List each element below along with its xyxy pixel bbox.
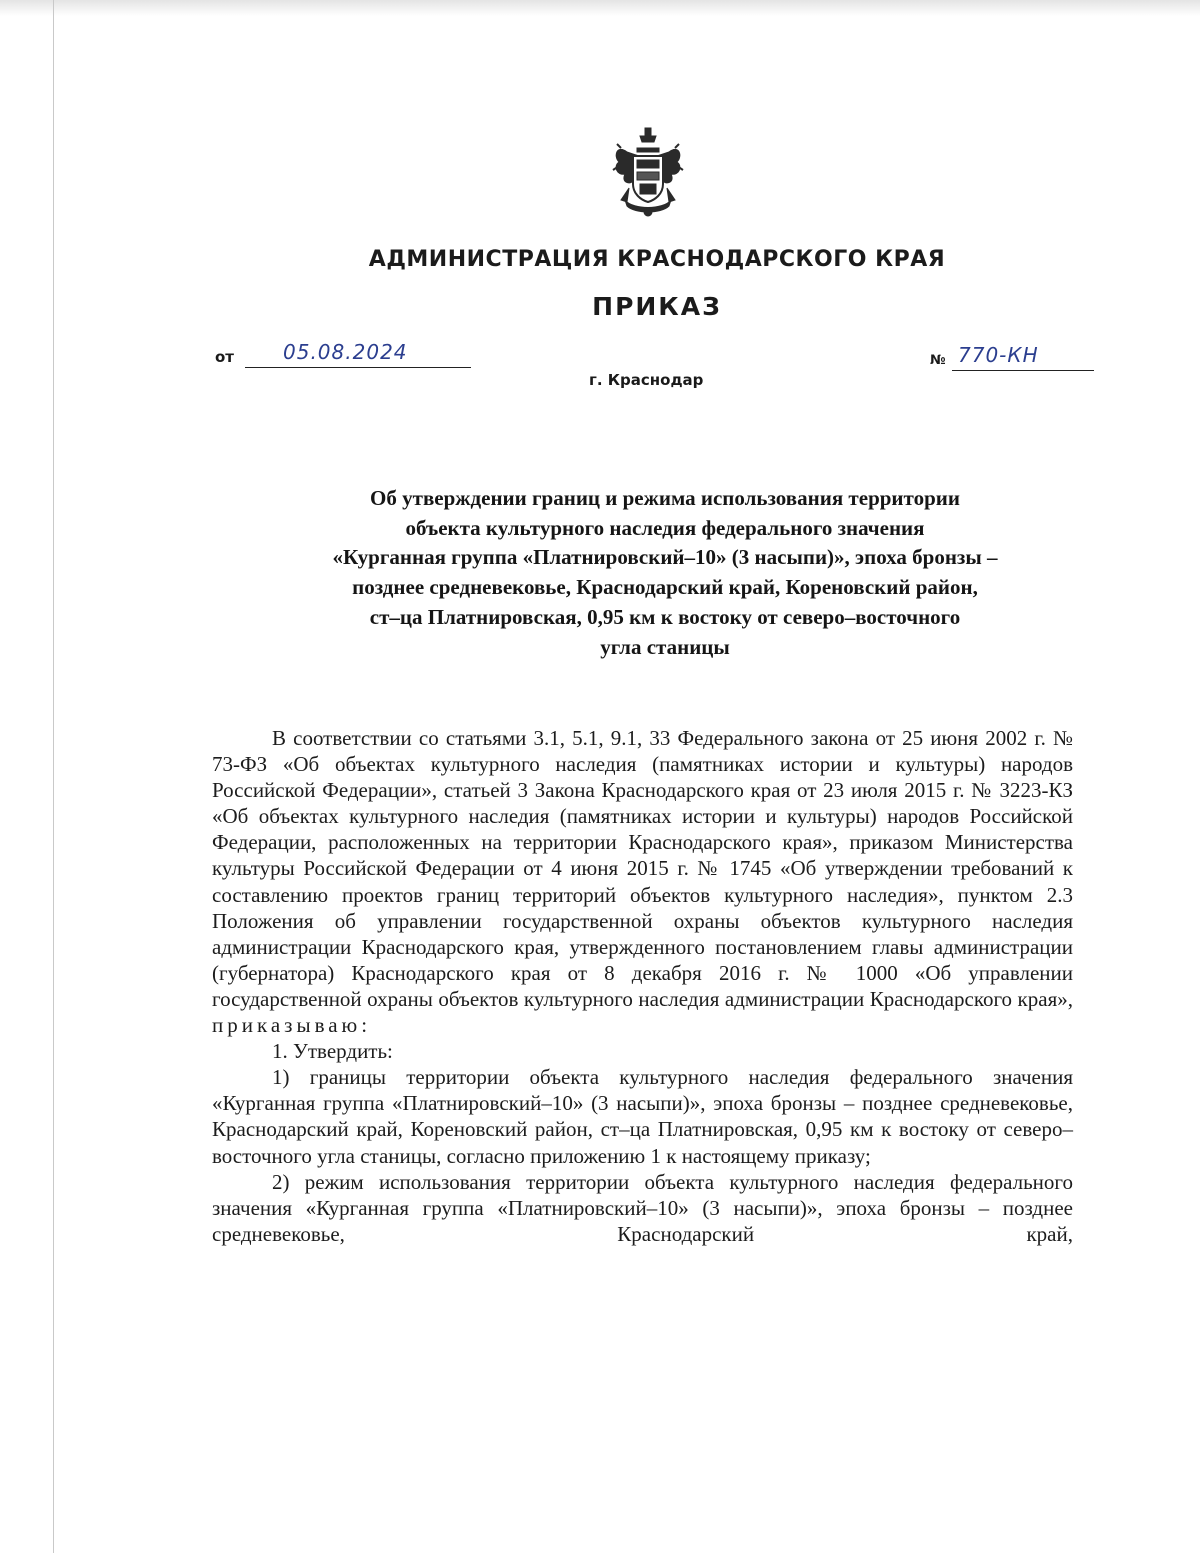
subject-line: «Курганная группа «Платнировский–10» (3 насыпи)», эпоха бронзы – <box>332 545 998 570</box>
date-underline <box>245 367 471 368</box>
coat-of-arms-icon <box>607 126 689 218</box>
order-subject <box>160 484 1170 662</box>
item-1: 1. Утвердить: <box>272 1039 393 1064</box>
document-type-title: ПРИКАЗ <box>592 292 722 321</box>
scan-top-shadow <box>0 0 1200 16</box>
organization-title: АДМИНИСТРАЦИЯ КРАСНОДАРСКОГО КРАЯ <box>368 247 946 272</box>
subject-line: объекта культурного наследия федерального значения <box>405 515 925 540</box>
number-label: № <box>930 353 946 368</box>
item-1-1: 1) границы территории объекта культурного наследия федерального значения «Курганная группа «Платнировский–10» (3 насыпи)», эпоха бронзы – позднее средневековье, Краснодарский край, Кореновский район, ст–ца Платнировская, 0,95 км к востоку от северо–восточного угла станицы, согласно приложению 1 к настоящему приказу; <box>212 1065 1073 1168</box>
preamble-text: В соответствии со статьями 3.1, 5.1, 9.1, 33 Федерального закона от 25 июня 2002 г. № 73-ФЗ «Об объектах культурного наследия (памятниках истории и культуры) народов Российской Федерации», статьей 3 Закона Краснодарского края от 23 июля 2015 г. № 3223-КЗ «Об объектах культурного наследия (памятниках истории и культуры) народов Российской Федерации, расположенных на территории Краснодарского края», приказом Министерства культуры Российской Федерации от 4 июня 2015 г. № 1745 «Об утверждении требований к составлению проектов границ территорий объектов культурного наследия», пунктом 2.3 Положения об управлении государственной охраны объектов культурного наследия администрации Краснодарского края, утвержденного постановлением главы администрации (губернатора) Краснодарского края от 8 декабря 2016 г. № 1000 «Об управлении государственной охраны объектов культурного наследия администрации Краснодарского края», <box>212 726 1073 1011</box>
preamble-paragraph <box>212 725 1073 1038</box>
order-body <box>212 725 1073 1247</box>
order-word: приказываю: <box>212 1013 372 1038</box>
scan-left-edge <box>53 0 54 1553</box>
number-underline <box>952 370 1094 371</box>
subject-line: ст–ца Платнировская, 0,95 км к востоку от северо–восточного <box>369 604 961 629</box>
item-1-2: 2) режим использования территории объекта культурного наследия федерального значения «Курганная группа «Платнировский–10» (3 насыпи)», эпоха бронзы – позднее средневековье, Краснодарский край, <box>212 1169 1073 1246</box>
city-label: г. Краснодар <box>589 371 704 389</box>
subject-line: позднее средневековье, Краснодарский край, Кореновский район, <box>352 575 978 600</box>
subject-line: угла станицы <box>600 634 730 659</box>
handwritten-date: 05.08.2024 <box>283 340 408 364</box>
handwritten-number: 770-КН <box>958 343 1039 367</box>
subject-line: Об утверждении границ и режима использования территории <box>370 486 960 510</box>
date-label: от <box>215 348 234 366</box>
